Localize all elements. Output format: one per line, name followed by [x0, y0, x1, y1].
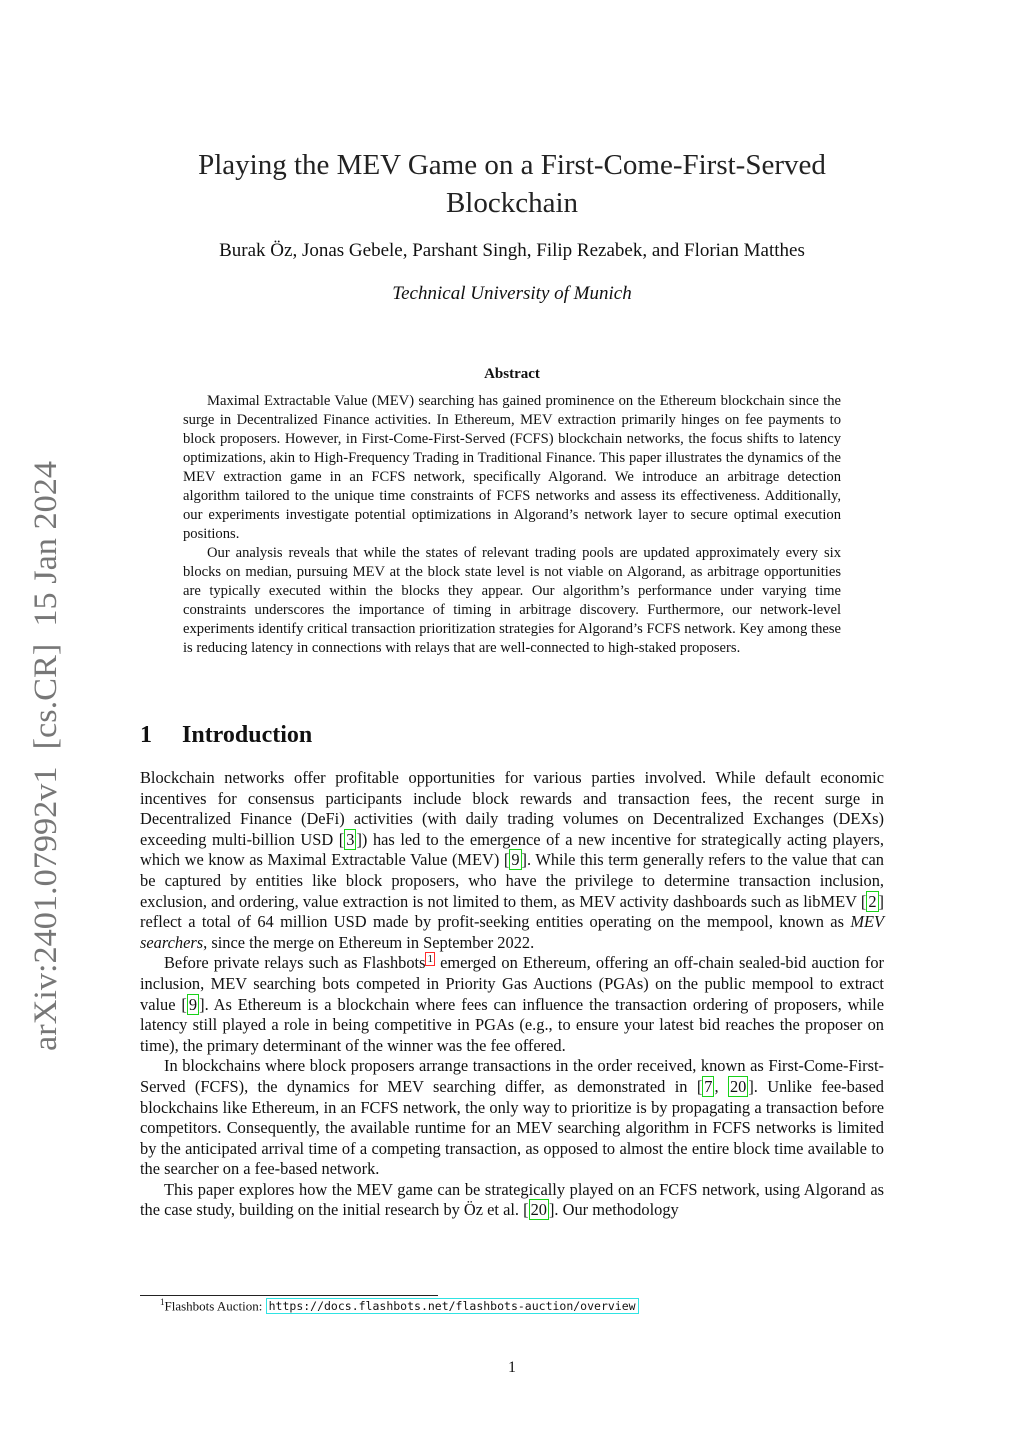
body-text: [140, 768, 884, 1221]
body-paragraph: This paper explores how the MEV game can be strategically played on an FCFS network, using Algorand as the case study, building on the initial research by Öz et al. [ 20 ]. Our methodology: [140, 1179, 884, 1220]
section-title: Introduction: [182, 722, 313, 748]
section-heading: [140, 722, 312, 749]
section-number: 1: [140, 722, 152, 748]
arxiv-stamp: [10, 456, 70, 1056]
footnote-ref-link[interactable]: 1: [427, 952, 433, 965]
body-paragraph: Before private relays such as Flashbots $^1$ emerged on Ethereum, offering an off-chain sealed-bid auction for inclusion, MEV searching bots competed in Priority Gas Auctions (PGAs) on the public mempool to extract value [ 9 ]. As Ethereum is a blockchain where fees can influence the transaction ordering of proposers, while latency still played a role in being competitive in PGAs (e.g., to ensure your latest bid reaches the proposer on time), the primary determinant of the winner was the fee offered.: [140, 952, 885, 1055]
citation-link[interactable]: 2: [868, 891, 877, 911]
affiliation: Technical University of Munich: [392, 283, 632, 304]
citation-link[interactable]: 20: [729, 1076, 747, 1096]
author-list: Burak Öz, Jonas Gebele, Parshant Singh, Filip Rezabek, and Florian Matthes: [219, 240, 805, 261]
page-number: 1: [508, 1359, 516, 1376]
footnote-divider: [140, 1295, 438, 1296]
abstract-paragraph: Maximal Extractable Value (MEV) searching has gained prominence on the Ethereum blockchain since the surge in Decentralized Finance activities. In Ethereum, MEV extraction primarily hinges on fee payments to block proposers. However, in First-Come-First-Served (FCFS) blockchain networks, the focus shifts to latency optimizations, akin to High-Frequency Trading in Traditional Finance. This paper illustrates the dynamics of the MEV extraction game in an FCFS network, specifically Algorand. We introduce an arbitrage detection algorithm tailored to the unique time constraints of FCFS networks and assess its effectiveness. Additionally, our experiments investigate potential optimizations in Algorand’s network layer to secure optimal execution positions.: [183, 393, 841, 542]
citation-link[interactable]: 20: [530, 1200, 547, 1220]
emphasis-term: MEV searchers: [140, 912, 884, 952]
body-paragraph: Blockchain networks offer profitable opportunities for various parties involved. While default economic incentives for consensus participants include block rewards and transaction fees, the recent surge in Decentralized Finance (DeFi) activities (with daily trading volumes on Decentralized Exchanges (DEXs) exceeding multi-billion USD [ 3 ]) has led to the emergence of a new incentive for strategically acting players, which we know as Maximal Extractable Value (MEV) [ 9 ]. While this term generally refers to the value that can be captured by entities like block proposers, who have the privilege to determine transaction inclusion, exclusion, and ordering, value extraction is not limited to them, as MEV activity dashboards such as libMEV [ 2 ] reflect a total of 64 million USD made by profit-seeking entities operating on the mempool, known as MEV searchers, since the merge on Ethereum in September 2022.: [140, 768, 884, 952]
body-paragraph: In blockchains where block proposers arrange transactions in the order received, known as First-Come-First-Served (FCFS), the dynamics for MEV searching differ, as demonstrated in [ 7 , 20 ]. Unlike fee-based blockchains like Ethereum, in an FCFS network, the only way to prioritize is by propagating a transaction before competitors. Consequently, the available runtime for an MEV searching algorithm in FCFS networks is limited by the anticipated arrival time of a competing transaction, as opposed to almost the entire block time available to the searcher on a fee-based network.: [140, 1056, 884, 1179]
abstract-paragraph: Our analysis reveals that while the states of relevant trading pools are updated approximately every six blocks on median, pursuing MEV at the block state level is not viable on Algorand, as arbitrage opportunities are typically executed within the blocks they appear. Our algorithm’s performance under varying time constraints underscores the importance of timing in arbitrage discovery. Furthermore, our network-level experiments identify critical transaction prioritization strategies for Algorand’s FCFS network. Key among these is reducing latency in connections with relays that are well-connected to high-staked proposers.: [183, 545, 841, 656]
citation-link[interactable]: 9: [511, 850, 520, 870]
footnote-url-link[interactable]: https://docs.flashbots.net/flashbots-auction/overview: [266, 1298, 639, 1314]
footnote: [140, 1297, 639, 1314]
paper-title: Playing the MEV Game on a First-Come-First-Served Blockchain: [198, 149, 826, 219]
footnote-label: Flashbots Auction:: [164, 1298, 266, 1314]
arxiv-stamp-text: arXiv:2401.07992v1 [cs.CR] 15 Jan 2024: [28, 482, 64, 1051]
footnote-mark: 1: [160, 1297, 165, 1307]
abstract-heading: Abstract: [484, 366, 540, 382]
abstract: [183, 392, 841, 658]
citation-link[interactable]: 3: [346, 829, 355, 849]
citation-link[interactable]: 7: [704, 1076, 713, 1096]
citation-link[interactable]: 9: [188, 994, 198, 1014]
